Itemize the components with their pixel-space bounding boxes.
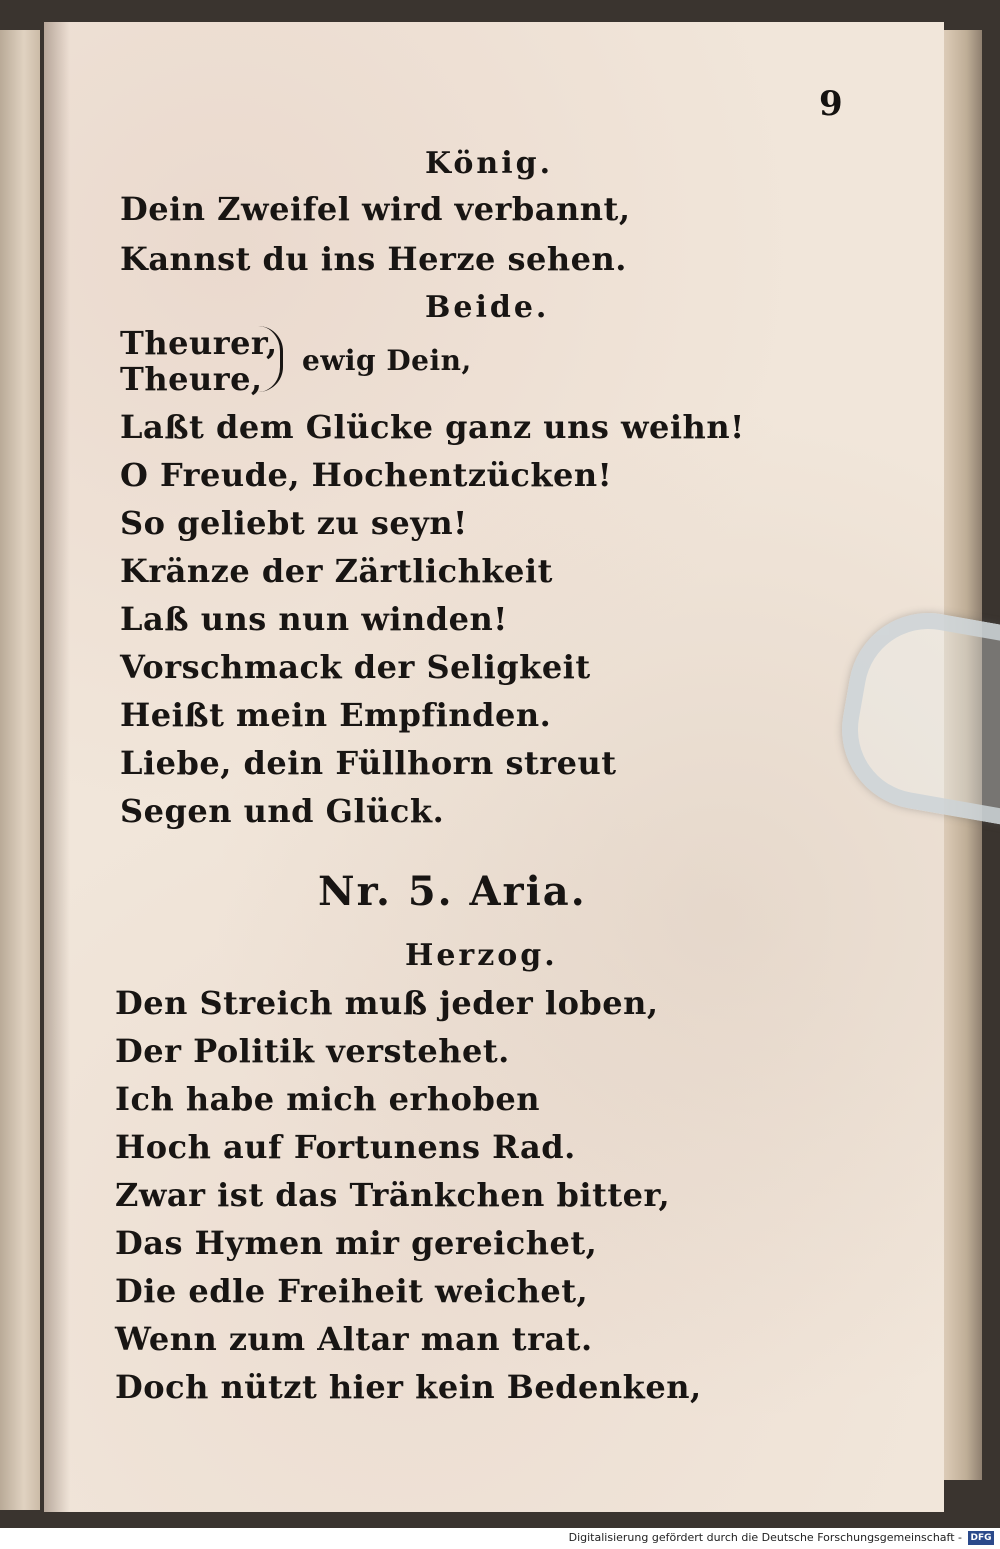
verse-line: Das Hymen mir gereichet, — [115, 1224, 598, 1262]
brace-left-bottom: Theure, — [120, 360, 263, 398]
aria-heading: Nr. 5. Aria. — [318, 868, 587, 915]
gutter-shadow — [44, 22, 70, 1512]
verse-line: Ich habe mich erhoben — [115, 1080, 540, 1118]
left-page-edge — [0, 30, 40, 1510]
verse-line: Heißt mein Empfinden. — [120, 696, 552, 734]
verse-line: Doch nützt hier kein Bedenken, — [115, 1368, 702, 1406]
verse-line: Die edle Freiheit weichet, — [115, 1272, 589, 1310]
verse-line: Zwar ist das Tränkchen bitter, — [115, 1176, 671, 1214]
speaker-herzog: Herzog. — [405, 938, 558, 973]
verse-line: O Freude, Hochentzücken! — [120, 456, 613, 494]
dfg-logo: DFG — [968, 1531, 994, 1545]
verse-line: Laßt dem Glücke ganz uns weihn! — [120, 408, 745, 446]
verse-line: Vorschmack der Seligkeit — [120, 648, 591, 686]
verse-line: Der Politik verstehet. — [115, 1032, 510, 1070]
verse-line: Liebe, dein Füllhorn streut — [120, 744, 617, 782]
speaker-beide: Beide. — [425, 290, 550, 325]
verse-line: So geliebt zu seyn! — [120, 504, 468, 542]
verse-line: Dein Zweifel wird verbannt, — [120, 190, 631, 228]
verse-line: Wenn zum Altar man trat. — [115, 1320, 593, 1358]
verse-line: Kannst du ins Herze sehen. — [120, 240, 627, 278]
verse-line: Kränze der Zärtlichkeit — [120, 552, 553, 590]
brace-right: ewig Dein, — [302, 344, 472, 377]
page-number: 9 — [819, 84, 843, 124]
verse-line: Den Streich muß jeder loben, — [115, 984, 659, 1022]
verse-line: Hoch auf Fortunens Rad. — [115, 1128, 576, 1166]
footer-credit: Digitalisierung gefördert durch die Deutsche Forschungsgemeinschaft - — [568, 1531, 962, 1544]
verse-line: Segen und Glück. — [120, 792, 445, 830]
speaker-koenig: König. — [425, 146, 554, 181]
brace-left-top: Theurer, — [120, 324, 278, 362]
verse-line: Laß uns nun winden! — [120, 600, 508, 638]
